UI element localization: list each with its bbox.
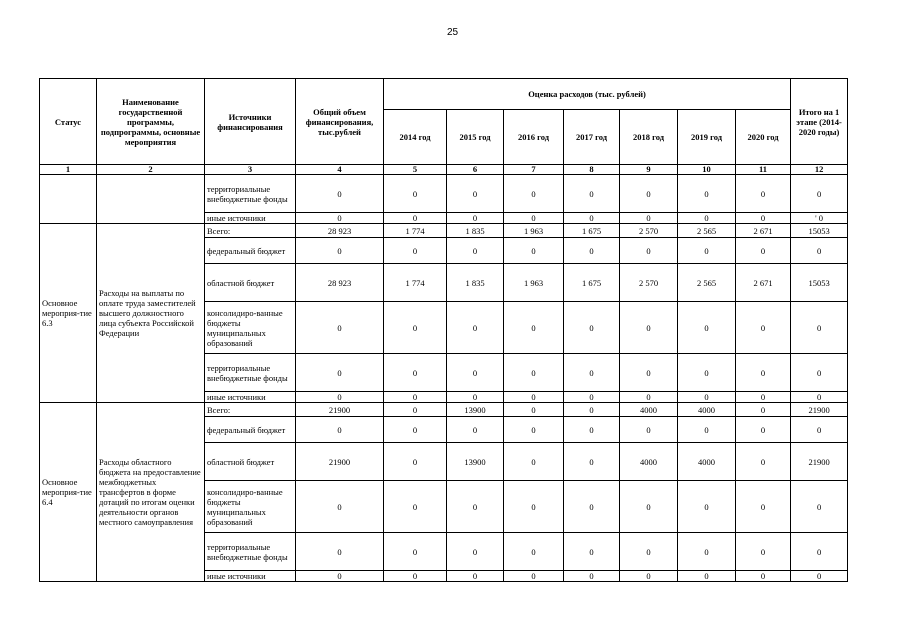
table-cell-source: иные источники [205,571,296,582]
table-cell-value: 0 [736,213,791,224]
header-year: 2019 год [678,110,736,165]
table-cell-value: 2 570 [620,264,678,302]
table-cell-name [97,175,205,224]
table-cell-value: 1 675 [564,224,620,238]
table-cell-value: 28 923 [296,224,384,238]
table-cell-value: 0 [384,392,447,403]
page-number: 25 [446,27,459,38]
table-cell-value: 0 [736,354,791,392]
table-cell-value: 28 923 [296,264,384,302]
table-cell-value: 0 [791,238,848,264]
table-cell-value: 0 [620,238,678,264]
column-number: 7 [504,165,564,175]
table-cell-value: 2 570 [620,224,678,238]
header-sources: Источники финансирования [205,79,296,165]
table-cell-value: 0 [504,533,564,571]
table-cell-value: 0 [296,481,384,533]
table-cell-value: 2 565 [678,264,736,302]
table-cell-value: 0 [620,175,678,213]
table-cell-value: 0 [678,481,736,533]
column-number: 1 [40,165,97,175]
table-cell-value: 0 [504,571,564,582]
table-cell-value: 0 [447,238,504,264]
table-cell-value: 0 [736,403,791,417]
table-cell-value: 0 [447,354,504,392]
column-number: 11 [736,165,791,175]
table-cell-value: 4000 [620,443,678,481]
table-cell-value: 0 [296,392,384,403]
header-year: 2020 год [736,110,791,165]
table-cell-value: 0 [296,571,384,582]
table-cell-value: 0 [504,175,564,213]
table-cell-value: 21900 [791,403,848,417]
table-cell-value: 0 [384,238,447,264]
table-cell-value: 0 [678,213,736,224]
table-row [40,224,848,238]
table-cell-value: 0 [384,481,447,533]
table-cell-source: Всего: [205,403,296,417]
column-number: 3 [205,165,296,175]
table-cell-value: 0 [384,403,447,417]
table-cell-source: областной бюджет [205,264,296,302]
table-cell-value: 0 [447,175,504,213]
table-row [40,175,848,213]
column-number: 12 [791,165,848,175]
table-cell-value: 0 [620,392,678,403]
table-cell-value: ' 0 [791,213,848,224]
table-cell-value: 0 [736,175,791,213]
column-number: 4 [296,165,384,175]
table-cell-value: 0 [504,354,564,392]
table-cell-value: 0 [296,533,384,571]
table-cell-value: 0 [791,533,848,571]
table-cell-value: 0 [447,481,504,533]
table-cell-value: 0 [504,213,564,224]
table-cell-source: областной бюджет [205,443,296,481]
table-cell-source: территориальные внебюджетные фонды [205,533,296,571]
table-cell-value: 0 [564,354,620,392]
column-number: 9 [620,165,678,175]
table-cell-value: 0 [736,238,791,264]
table-cell-value: 0 [791,417,848,443]
table-cell-value: 2 671 [736,224,791,238]
table-cell-value: 0 [736,481,791,533]
table-cell-value: 0 [791,481,848,533]
header-name: Наименование государственной программы, подпрограммы, основные мероприятия [97,79,205,165]
table-cell-value: 2 565 [678,224,736,238]
table-cell-value: 0 [296,238,384,264]
table-cell-name: Расходы на выплаты по оплате труда заместителей высшего должностного лица субъекта Российской Федерации [97,224,205,403]
table-cell-value: 15053 [791,264,848,302]
table-cell-value: 0 [447,392,504,403]
budget-table [39,78,848,582]
table-cell-value: 0 [620,213,678,224]
table-cell-value: 0 [296,302,384,354]
table-cell-value: 0 [447,302,504,354]
table-cell-value: 0 [384,417,447,443]
table-cell-value: 0 [564,443,620,481]
table-cell-value: 0 [564,571,620,582]
table-cell-value: 4000 [678,443,736,481]
table-cell-value: 21900 [296,443,384,481]
table-cell-value: 0 [678,392,736,403]
table-cell-value: 0 [504,403,564,417]
table-cell-value: 0 [384,443,447,481]
table-cell-value: 0 [620,354,678,392]
column-number: 6 [447,165,504,175]
table-cell-value: 0 [504,238,564,264]
header-year: 2017 год [564,110,620,165]
table-cell-value: 15053 [791,224,848,238]
table-cell-value: 0 [384,571,447,582]
table-cell-value: 0 [736,443,791,481]
table-cell-value: 13900 [447,443,504,481]
table-cell-value: 0 [791,571,848,582]
header-year: 2018 год [620,110,678,165]
table-cell-value: 0 [678,571,736,582]
table-cell-value: 1 963 [504,224,564,238]
table-cell-value: 0 [678,302,736,354]
table-cell-source: федеральный бюджет [205,417,296,443]
table-cell-value: 0 [564,238,620,264]
table-cell-value: 1 963 [504,264,564,302]
table-cell-value: 0 [447,417,504,443]
table-cell-value: 4000 [678,403,736,417]
column-number: 10 [678,165,736,175]
table-cell-value: 0 [504,481,564,533]
table-cell-value: 0 [678,417,736,443]
table-cell-source: Всего: [205,224,296,238]
table-cell-value: 0 [504,302,564,354]
table-cell-value: 0 [620,533,678,571]
table-cell-value: 0 [447,213,504,224]
table-cell-value: 1 675 [564,264,620,302]
table-cell-value: 0 [791,392,848,403]
table-cell-value: 21900 [296,403,384,417]
column-number-row [40,165,848,175]
table-cell-value: 0 [678,175,736,213]
header-year: 2016 год [504,110,564,165]
table-cell-value: 21900 [791,443,848,481]
table-cell-value: 0 [678,238,736,264]
table-cell-value: 0 [736,302,791,354]
table-cell-value: 1 774 [384,264,447,302]
table-cell-source: территориальные внебюджетные фонды [205,354,296,392]
table-cell-value: 0 [791,302,848,354]
table-cell-source: консолидиро-ванные бюджеты муниципальных образований [205,481,296,533]
table-cell-value: 0 [564,213,620,224]
table-cell-value: 0 [296,213,384,224]
table-cell-value: 0 [791,354,848,392]
table-cell-value: 0 [384,302,447,354]
table-cell-value: 0 [384,354,447,392]
table-cell-value: 0 [620,302,678,354]
table-cell-value: 0 [620,571,678,582]
header-estimate: Оценка расходов (тыс. рублей) [384,79,791,110]
table-cell-value: 0 [384,175,447,213]
table-cell-value: 0 [384,213,447,224]
table-cell-value: 0 [736,392,791,403]
table-cell-source: иные источники [205,392,296,403]
table-cell-value: 0 [384,533,447,571]
table-cell-value: 0 [564,392,620,403]
table-cell-value: 0 [296,354,384,392]
table-cell-value: 0 [564,175,620,213]
table-cell-value: 0 [678,354,736,392]
table-cell-value: 0 [564,403,620,417]
header-year: 2014 год [384,110,447,165]
table-cell-value: 0 [791,175,848,213]
table-cell-value: 1 835 [447,224,504,238]
table-cell-value: 0 [296,175,384,213]
table-cell-value: 0 [564,481,620,533]
table-cell-value: 0 [504,392,564,403]
table-cell-value: 0 [736,571,791,582]
table-cell-value: 0 [447,533,504,571]
header-status: Статус [40,79,97,165]
table-cell-source: федеральный бюджет [205,238,296,264]
table-cell-value: 2 671 [736,264,791,302]
table-cell-source: иные источники [205,213,296,224]
header-year: 2015 год [447,110,504,165]
table-cell-value: 0 [504,417,564,443]
table-cell-value: 4000 [620,403,678,417]
table-cell-value: 0 [447,571,504,582]
table-cell-value: 0 [504,443,564,481]
table-cell-name: Расходы областного бюджета на предоставление межбюджетных трансфертов в форме дотаций по итогам оценки деятельности органов местного самоуправления [97,403,205,582]
table-cell-value: 13900 [447,403,504,417]
column-number: 8 [564,165,620,175]
header-total: Общий объем финансирования, тыс.рублей [296,79,384,165]
table-cell-source: консолидиро-ванные бюджеты муниципальных образований [205,302,296,354]
table-cell-value: 0 [564,302,620,354]
table-cell-value: 0 [620,417,678,443]
table-cell-source: территориальные внебюджетные фонды [205,175,296,213]
table-cell-status: Основное мероприя-тие 6.4 [40,403,97,582]
table-cell-value: 0 [620,481,678,533]
table-cell-status: Основное мероприя-тие 6.3 [40,224,97,403]
table-row [40,403,848,417]
table-cell-value: 0 [564,417,620,443]
table-cell-value: 1 835 [447,264,504,302]
header-itogo: Итого на 1 этапе (2014-2020 годы) [791,79,848,165]
table-cell-status [40,175,97,224]
table-cell-value: 0 [736,417,791,443]
table-cell-value: 0 [296,417,384,443]
table-cell-value: 1 774 [384,224,447,238]
table-cell-value: 0 [736,533,791,571]
table-cell-value: 0 [678,533,736,571]
column-number: 5 [384,165,447,175]
column-number: 2 [97,165,205,175]
table-cell-value: 0 [564,533,620,571]
